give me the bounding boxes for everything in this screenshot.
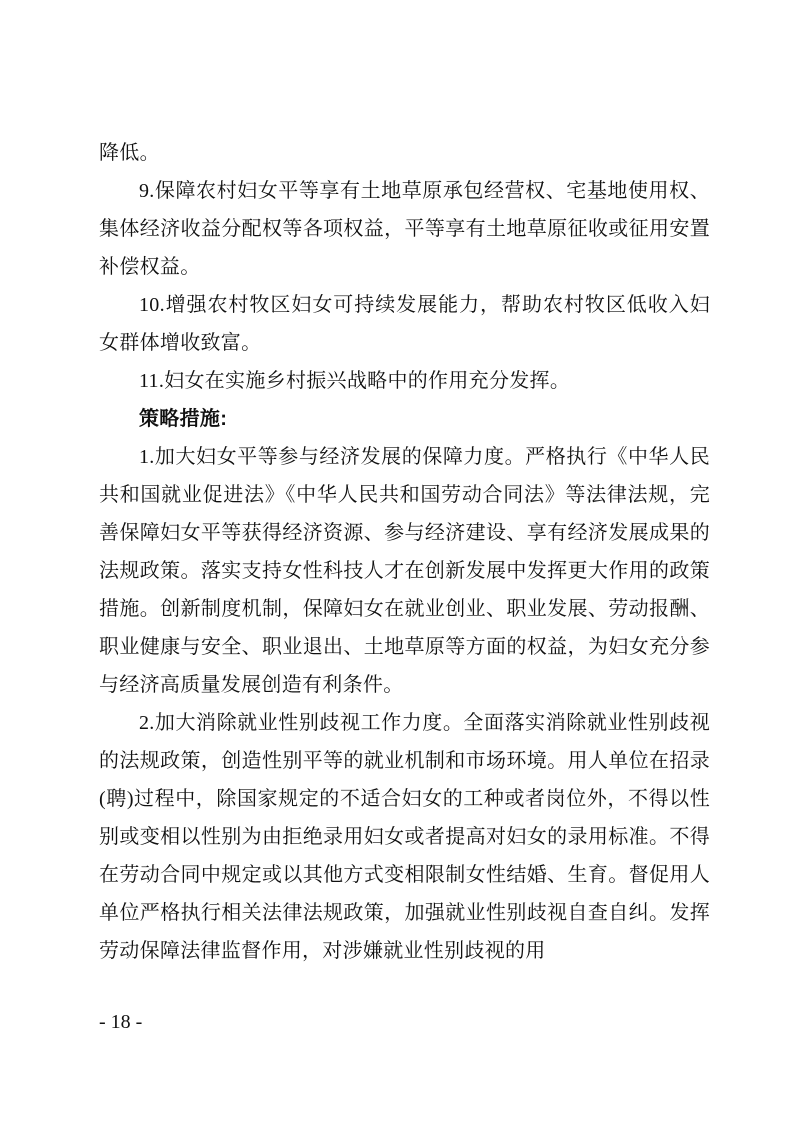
- paragraph-measure-2: 2.加大消除就业性别歧视工作力度。全面落实消除就业性别歧视的法规政策，创造性别平等的就业机制和市场环境。用人单位在招录(聘)过程中，除国家规定的不适合妇女的工种或者岗位外，不得以性别或变相以性别为由拒绝录用妇女或者提高对妇女的录用标准。不得在劳动合同中规定或以其他方式变相限制女性结婚、生育。督促用人单位严格执行相关法律法规政策，加强就业性别歧视自查自纠。发挥劳动保障法律监督作用，对涉嫌就业性别歧视的用: [99, 712, 710, 962]
- paragraph-item-11: 11.妇女在实施乡村振兴战略中的作用充分发挥。: [139, 370, 571, 392]
- page-number: - 18 -: [99, 1011, 143, 1033]
- document-body: [99, 134, 710, 970]
- section-heading-strategy-measures: 策略措施:: [139, 408, 228, 430]
- paragraph-item-9: 9.保障农村妇女平等享有土地草原承包经营权、宅基地使用权、集体经济收益分配权等各项权益，平等享有土地草原征收或征用安置补偿权益。: [99, 180, 710, 278]
- paragraph-measure-1: 1.加大妇女平等参与经济发展的保障力度。严格执行《中华人民共和国就业促进法》《中华人民共和国劳动合同法》等法律法规，完善保障妇女平等获得经济资源、参与经济建设、享有经济发展成果的法规政策。落实支持女性科技人才在创新发展中发挥更大作用的政策措施。创新制度机制，保障妇女在就业创业、职业发展、劳动报酬、职业健康与安全、职业退出、土地草原等方面的权益，为妇女充分参与经济高质量发展创造有利条件。: [99, 446, 710, 696]
- paragraph-item-10: 10.增强农村牧区妇女可持续发展能力，帮助农村牧区低收入妇女群体增收致富。: [99, 294, 710, 354]
- paragraph-continuation: 降低。: [99, 142, 160, 164]
